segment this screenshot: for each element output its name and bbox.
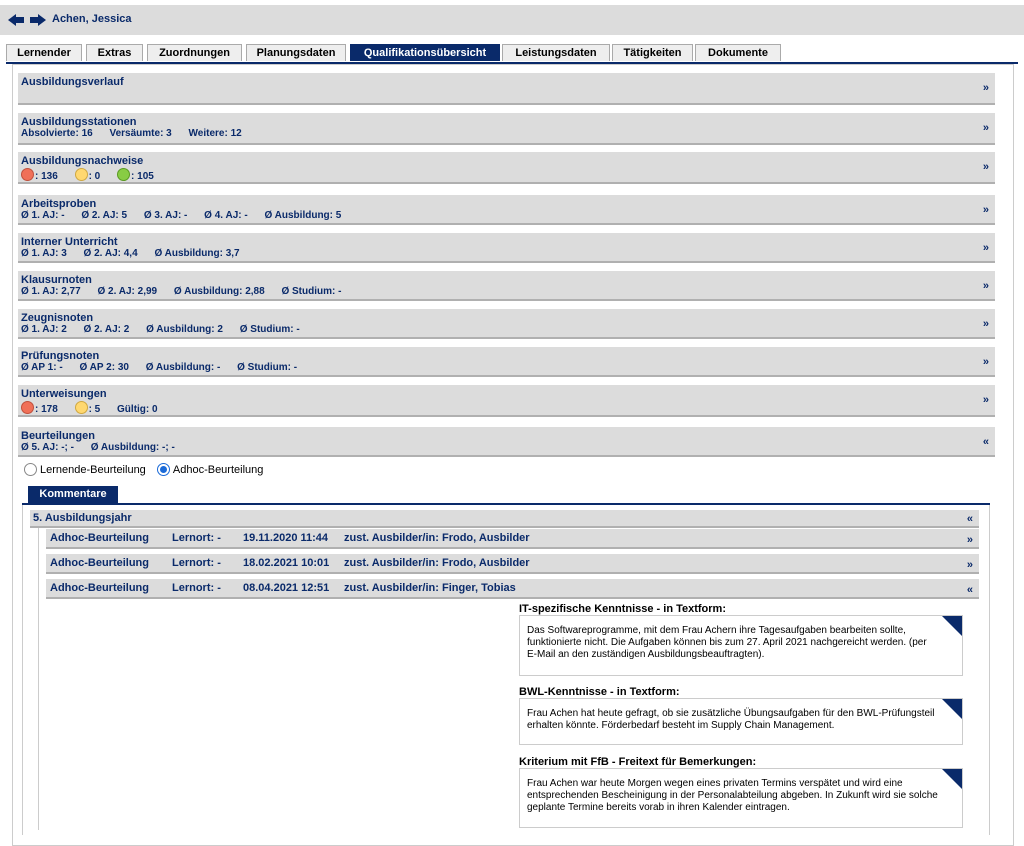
assessment-row[interactable]: [46, 554, 979, 574]
expand-icon[interactable]: »: [982, 82, 989, 94]
tab-dokumente[interactable]: Dokumente: [695, 44, 781, 61]
forward-arrow-icon[interactable]: [30, 14, 46, 26]
comment-title: BWL-Kenntnisse - in Textform:: [519, 686, 680, 698]
avg-value: Ø 1. AJ: -: [21, 210, 65, 221]
section-summary: [21, 401, 172, 415]
avg-value: Ø 1. AJ: 2,77: [21, 286, 81, 297]
avg-value: Ø Ausbildung: -: [145, 362, 221, 373]
assessment-type: Adhoc-Beurteilung: [50, 557, 149, 569]
tab-leistungsdaten[interactable]: Leistungsdaten: [502, 44, 610, 61]
section-beurteilungen[interactable]: [18, 427, 995, 457]
assessment-date: 19.11.2020 11:44: [243, 532, 329, 544]
assessment-row[interactable]: [46, 529, 979, 549]
comment-text: Frau Achen war heute Morgen wegen eines privaten Termins verspätet und wird eine entsprechenden Bescheinigung in der Personalabteilung abgeben. In Zukunft wird sie solche geplante Termine bereits vorab in ihren Kalender eintragen.: [527, 778, 938, 813]
avg-value: Ø 4. AJ: -: [204, 210, 248, 221]
avg-value: Ø Studium: -: [239, 324, 300, 335]
versaeumte-count: Versäumte: 3: [109, 128, 172, 139]
assessment-ausbilder: zust. Ausbilder/in: Finger, Tobias: [344, 582, 516, 594]
yellow-status-icon: [75, 168, 88, 181]
assessment-lernort: Lernort: -: [172, 557, 221, 569]
section-ausbildungsstationen[interactable]: [18, 113, 995, 145]
tab-planungsdaten[interactable]: Planungsdaten: [246, 44, 346, 61]
assessment-type-radios: [24, 463, 271, 479]
gueltig-count: Gültig: 0: [117, 404, 158, 415]
expand-icon[interactable]: »: [982, 242, 989, 254]
section-title: Prüfungsnoten: [21, 350, 100, 362]
avg-value: Ø Ausbildung: -; -: [90, 442, 175, 453]
radio-button-selected[interactable]: [157, 463, 170, 476]
comment-corner-icon: [942, 699, 962, 719]
tab-bar: [6, 42, 1018, 64]
avg-value: Ø 3. AJ: -: [143, 210, 188, 221]
year-title: 5. Ausbildungsjahr: [33, 512, 132, 524]
back-arrow-icon[interactable]: [8, 14, 24, 26]
section-interner-unterricht[interactable]: [18, 233, 995, 263]
red-status-icon: [21, 401, 34, 414]
avg-value: Ø 1. AJ: 3: [21, 248, 67, 259]
tab-kommentare[interactable]: Kommentare: [28, 486, 118, 503]
red-count: : 178: [35, 404, 58, 415]
section-arbeitsproben[interactable]: [18, 195, 995, 225]
absolvierte-count: Absolvierte: 16: [21, 128, 93, 139]
section-title: Klausurnoten: [21, 274, 92, 286]
section-title: Unterweisungen: [21, 388, 107, 400]
expand-icon[interactable]: »: [982, 122, 989, 134]
expand-icon[interactable]: »: [982, 356, 989, 368]
comment-title: IT-spezifische Kenntnisse - in Textform:: [519, 603, 726, 615]
section-zeugnisnoten[interactable]: [18, 309, 995, 339]
radio-button[interactable]: [24, 463, 37, 476]
section-summary: [21, 286, 355, 297]
avg-value: Ø 1. AJ: 2: [21, 324, 67, 335]
collapse-icon[interactable]: «: [966, 513, 973, 525]
radio-label: Adhoc-Beurteilung: [172, 463, 264, 476]
radio-adhoc-beurteilung[interactable]: [157, 463, 264, 476]
green-count: : 105: [131, 171, 154, 182]
collapse-icon[interactable]: «: [982, 436, 989, 448]
collapse-icon[interactable]: «: [966, 584, 973, 596]
expand-icon[interactable]: »: [966, 534, 973, 546]
section-summary: [21, 168, 168, 182]
avg-value: Ø AP 1: -: [21, 362, 63, 373]
section-unterweisungen[interactable]: [18, 385, 995, 417]
assessment-type: Adhoc-Beurteilung: [50, 532, 149, 544]
tree-line: [38, 528, 39, 830]
section-summary: [21, 128, 256, 139]
section-summary: [21, 362, 311, 373]
section-title: Ausbildungsnachweise: [21, 155, 144, 167]
assessment-ausbilder: zust. Ausbilder/in: Frodo, Ausbilder: [344, 557, 530, 569]
year-header[interactable]: [30, 510, 979, 528]
avg-value: Ø Ausbildung: 2,88: [173, 286, 265, 297]
section-title: Beurteilungen: [21, 430, 95, 442]
avg-value: Ø Studium: -: [237, 362, 298, 373]
assessment-date: 18.02.2021 10:01: [243, 557, 330, 569]
assessment-date: 08.04.2021 12:51: [243, 582, 330, 594]
tab-lernender[interactable]: Lernender: [6, 44, 82, 61]
comment-title: Kriterium mit FfB - Freitext für Bemerkungen:: [519, 756, 757, 768]
assessment-row[interactable]: [46, 579, 979, 599]
section-summary: [21, 442, 189, 453]
comment-corner-icon: [942, 616, 962, 636]
weitere-count: Weitere: 12: [188, 128, 242, 139]
avg-value: Ø 2. AJ: 2: [83, 324, 130, 335]
learner-name: Achen, Jessica: [52, 13, 132, 25]
yellow-count: : 0: [88, 171, 101, 182]
radio-label: Lernende-Beurteilung: [40, 463, 146, 476]
assessment-type: Adhoc-Beurteilung: [50, 582, 149, 594]
assessment-ausbilder: zust. Ausbilder/in: Frodo, Ausbilder: [344, 532, 530, 544]
section-ausbildungsverlauf[interactable]: [18, 73, 995, 105]
expand-icon[interactable]: »: [982, 394, 989, 406]
section-summary: [21, 210, 355, 221]
avg-value: Ø Ausbildung: 3,7: [154, 248, 240, 259]
section-title: Ausbildungsstationen: [21, 116, 137, 128]
tab-extras[interactable]: Extras: [86, 44, 143, 61]
expand-icon[interactable]: »: [982, 161, 989, 173]
expand-icon[interactable]: »: [966, 559, 973, 571]
red-status-icon: [21, 168, 34, 181]
section-title: Zeugnisnoten: [21, 312, 94, 324]
section-ausbildungsnachweise[interactable]: [18, 152, 995, 184]
section-title: Arbeitsproben: [21, 198, 97, 210]
section-summary: [21, 248, 254, 259]
comment-text: Frau Achen hat heute gefragt, ob sie zusätzliche Übungsaufgaben für den BWL-Prüfungsteil erhalten könnte. Förderbedarf besteht im Supply Chain Management.: [527, 708, 935, 731]
section-pruefungsnoten[interactable]: [18, 347, 995, 377]
section-klausurnoten[interactable]: [18, 271, 995, 301]
avg-value: Ø Ausbildung: 5: [264, 210, 342, 221]
avg-value: Ø 2. AJ: 2,99: [97, 286, 158, 297]
comment-box: [519, 768, 963, 828]
section-summary: [21, 324, 314, 335]
comment-box: [519, 615, 963, 676]
tab-zuordnungen[interactable]: Zuordnungen: [147, 44, 242, 61]
avg-value: Ø AP 2: 30: [79, 362, 129, 373]
avg-value: Ø Studium: -: [281, 286, 342, 297]
avg-value: Ø 2. AJ: 4,4: [83, 248, 138, 259]
assessment-lernort: Lernort: -: [172, 582, 221, 594]
comment-corner-icon: [942, 769, 962, 789]
expand-icon[interactable]: »: [982, 280, 989, 292]
section-title: Interner Unterricht: [21, 236, 118, 248]
expand-icon[interactable]: »: [982, 204, 989, 216]
radio-lernende-beurteilung[interactable]: [24, 463, 146, 476]
section-title: Ausbildungsverlauf: [21, 76, 124, 88]
expand-icon[interactable]: »: [982, 318, 989, 330]
red-count: : 136: [35, 171, 58, 182]
tab-qualifikationsuebersicht[interactable]: Qualifikationsübersicht: [350, 44, 500, 61]
green-status-icon: [117, 168, 130, 181]
avg-value: Ø 5. AJ: -; -: [21, 442, 74, 453]
tab-taetigkeiten[interactable]: Tätigkeiten: [612, 44, 693, 61]
comment-box: [519, 698, 963, 745]
assessment-lernort: Lernort: -: [172, 532, 221, 544]
comment-text: Das Softwareprogramme, mit dem Frau Achern ihre Tagesaufgaben bearbeiten sollte, funktionierte nicht. Die Aufgaben können bis zum 27. April 2021 nachgereicht werden. (per E-Mail an den zuständigen Ausbildungsbeauftragten).: [527, 625, 927, 660]
avg-value: Ø 2. AJ: 5: [81, 210, 128, 221]
yellow-status-icon: [75, 401, 88, 414]
back-forward-arrows: [8, 14, 48, 26]
avg-value: Ø Ausbildung: 2: [146, 324, 223, 335]
yellow-count: : 5: [88, 404, 101, 415]
header-bar: [0, 5, 1024, 35]
